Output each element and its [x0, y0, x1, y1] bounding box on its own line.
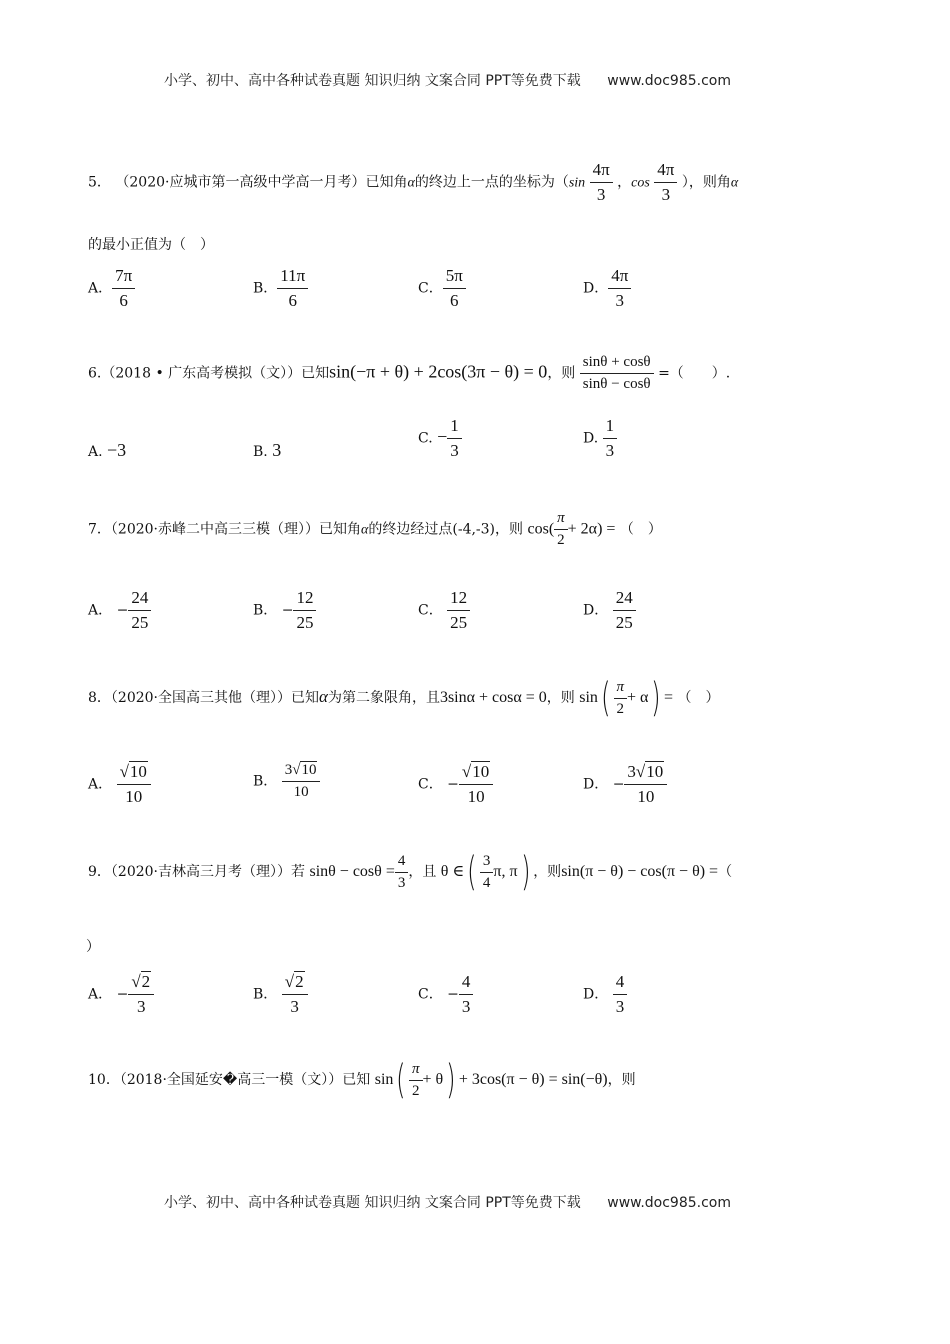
q10-tail: ，则 — [607, 1072, 636, 1088]
q9-interval-tail: π, π — [493, 863, 518, 880]
q7-source: （2020·赤峰二中高三三模（理）） — [110, 521, 320, 538]
q8-stem-2: 为第二象限角，且 — [327, 690, 440, 706]
q10-sin: sin — [374, 1071, 394, 1088]
q7-stem-1: 已知角 — [319, 521, 362, 538]
q10-frac: $\frac{\pi}{2}$ — [409, 1061, 423, 1100]
q8-number: 8． — [88, 690, 111, 706]
q5-line-2: 的最小正值为（ ） — [88, 237, 214, 253]
q5-source: （2020·应城市第一高级中学高一月考） — [115, 174, 366, 191]
q9-option-d: D． $\frac{4}{3}$ — [583, 972, 627, 1017]
q9-stem-1: 若 — [291, 864, 306, 880]
q9-option-a: A． − $\frac{√2}{3}$ — [88, 972, 154, 1017]
page-header — [164, 70, 731, 90]
question-8: 8．（2020·全国高三其他（理））已知α为第二象限角，且3sinα + cosα = 0，则 sin( $\frac{\pi}{2}$ + α) = （ ） — [88, 675, 720, 721]
q10-number: 10． — [88, 1072, 120, 1088]
q6-option-b: B. 3 — [253, 440, 282, 460]
q9-open: （ — [718, 864, 733, 880]
q8-source: （2020·全国高三其他（理）） — [110, 690, 292, 706]
question-5 — [88, 160, 738, 205]
q8-alpha: α — [319, 687, 328, 706]
q10-plus-theta: + θ — [422, 1071, 444, 1088]
q9-line-2: ） — [86, 939, 100, 955]
q5-option-a: A． $\frac{7\pi}{6}$ — [88, 266, 135, 311]
q10-source: （2018·全国延安�高三一模（文）） — [119, 1072, 343, 1088]
q8-option-c: C． − $\frac{√10}{10}$ — [418, 762, 493, 807]
q8-expr: 3sinα + cosα = 0 — [439, 689, 547, 706]
q9-expr-2: sin(π − θ) − cos(π − θ) = — [561, 863, 719, 880]
q8-eq: = — [664, 689, 674, 706]
q9-option-c: C． − $\frac{4}{3}$ — [418, 972, 473, 1017]
q5-number: 5． — [88, 174, 111, 191]
q6-frac: $\frac{\sin\theta + \cos\theta}{\sin\theta - \cos\theta}$ — [580, 354, 654, 393]
q7-option-d: D． $\frac{24}{25}$ — [583, 588, 636, 633]
q6-stem-1: 已知 — [301, 365, 330, 382]
q9-stem-3: ，则 — [533, 864, 562, 880]
footer-text: 小学、初中、高中各种试卷真题 知识归纳 文案合同 PPT等免费下载 — [164, 1195, 581, 1211]
q6-stem-2: ，则 — [547, 365, 576, 382]
q7-stem-2: 的终边经过点(-4,-3)，则 — [368, 521, 524, 538]
q9-frac: $\frac{4}{3}$ — [395, 853, 409, 892]
q8-frac: $\frac{\pi}{2}$ — [614, 679, 628, 718]
q8-option-b: B． $\frac{3√10}{10}$ — [253, 762, 320, 801]
question-6 — [88, 354, 730, 393]
q5-frac-cos: $\frac{4\pi}{3}$ — [654, 160, 677, 205]
q6-source: （2018 • 广东高考模拟（文）） — [101, 365, 302, 382]
q10-stem-1: 已知 — [342, 1072, 371, 1088]
q7-number: 7． — [88, 521, 111, 538]
q7-tail: （ ） — [619, 521, 662, 538]
q6-expr: sin(−π + θ) + 2cos(3π − θ) = 0 — [329, 361, 548, 382]
q9-stem-2: ，且 — [408, 864, 437, 880]
q9-option-b: B． $\frac{√2}{3}$ — [253, 972, 308, 1017]
page-footer — [164, 1192, 731, 1212]
q5-cos: cos — [631, 175, 650, 191]
q9-theta-in: θ ∈ — [440, 863, 465, 880]
q9-number: 9． — [88, 864, 111, 880]
question-7 — [88, 510, 662, 549]
q5-option-d: D． $\frac{4\pi}{3}$ — [583, 266, 631, 311]
q5-stem-1: 已知角 — [365, 174, 408, 191]
header-text: 小学、初中、高中各种试卷真题 知识归纳 文案合同 PPT等免费下载 — [164, 73, 581, 89]
q7-frac: $\frac{\pi}{2}$ — [554, 510, 568, 549]
q5-sin: sin — [568, 175, 586, 191]
q8-sin: sin — [579, 689, 598, 706]
q7-option-a: A． − $\frac{24}{25}$ — [88, 588, 151, 633]
q7-expr-pre: cos( — [527, 520, 555, 538]
q8-tail: （ ） — [677, 690, 720, 706]
q6-number: 6. — [88, 365, 102, 382]
q9-interval-frac: $\frac{3}{4}$ — [480, 853, 494, 892]
q7-expr-post: + 2α) = — [567, 520, 616, 538]
q5-alpha-2: α — [730, 175, 739, 191]
q5-frac-sin: $\frac{4\pi}{3}$ — [590, 160, 613, 205]
q9-source: （2020·吉林高三月考（理）） — [110, 864, 292, 880]
q5-close: ），则角 — [681, 174, 731, 191]
q5-stem-2: 的终边上一点的坐标为（ — [414, 174, 569, 191]
q8-stem-1: 已知 — [291, 690, 320, 706]
q8-option-d: D． − $\frac{3√10}{10}$ — [583, 762, 667, 807]
q6-option-d: D. $\frac{1}{3}$ — [583, 416, 617, 461]
q5-alpha: α — [407, 175, 415, 191]
q8-option-a: A． $\frac{√10}{10}$ — [88, 762, 151, 807]
question-10: 10．（2018·全国延安�高三一模（文））已知 sin( $\frac{\pi}{2}$ + θ) + 3cos(π − θ) = sin(−θ)，则 — [88, 1057, 636, 1103]
q9-expr-1: sinθ − cosθ = — [309, 863, 395, 880]
q8-stem-3: ，则 — [546, 690, 575, 706]
q7-option-c: C． $\frac{12}{25}$ — [418, 588, 470, 633]
header-site: www.doc985.com — [607, 73, 731, 89]
q7-option-b: B． − $\frac{12}{25}$ — [253, 588, 316, 633]
q6-option-c: C. − $\frac{1}{3}$ — [418, 416, 462, 461]
question-9: 9．（2020·吉林高三月考（理））若 sinθ − cosθ = $\frac{4}{3}$ ，且 θ ∈( $\frac{3}{4}$ π, π) ，则sin(π − θ) − cos(π − θ) =（ — [88, 849, 733, 895]
q6-tail: =（ ）. — [658, 365, 731, 382]
q10-expr: + 3cos(π − θ) = sin(−θ) — [458, 1071, 608, 1088]
footer-site: www.doc985.com — [607, 1195, 731, 1211]
q8-plus-alpha: + α — [627, 689, 649, 706]
q7-alpha: α — [361, 522, 369, 538]
q5-option-c: C． $\frac{5\pi}{6}$ — [418, 266, 466, 311]
q5-comma: ， — [617, 174, 632, 191]
q5-option-b: B． $\frac{11\pi}{6}$ — [253, 266, 308, 311]
q6-option-a: A. −3 — [88, 440, 127, 460]
